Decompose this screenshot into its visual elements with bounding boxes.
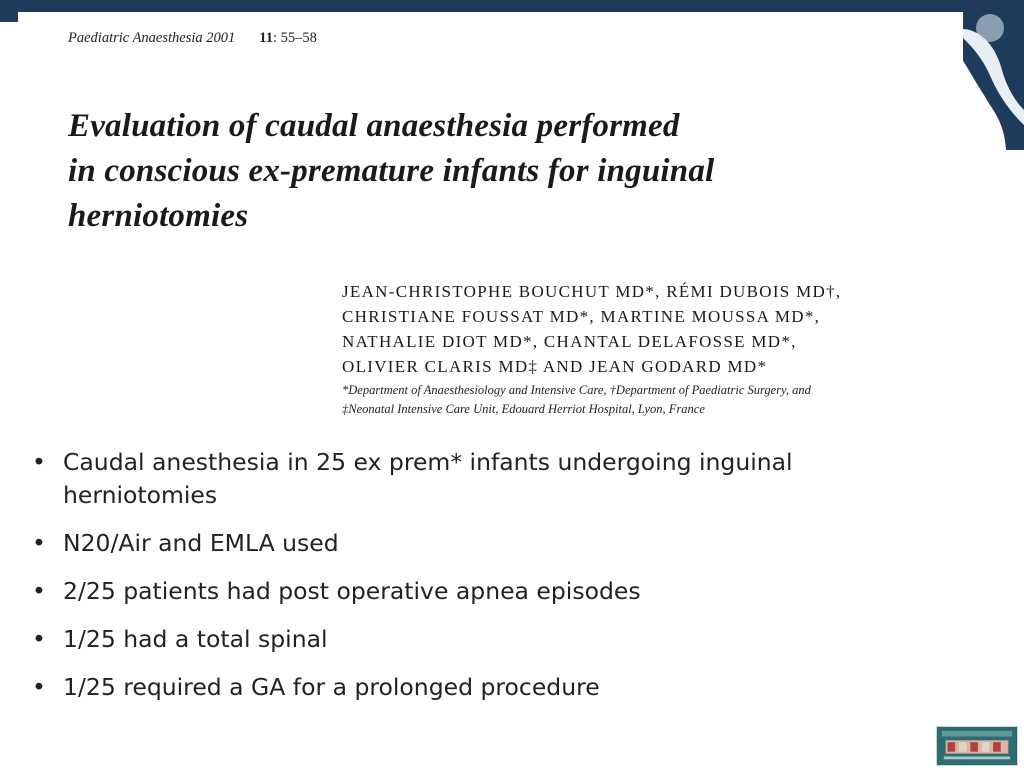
bullet-item [32, 671, 892, 704]
journal-name: Paediatric Anaesthesia 2001 [68, 30, 236, 46]
author-line: CHRISTIANE FOUSSAT MD*, MARTINE MOUSSA MD*, [342, 307, 821, 326]
title-line: herniotomies [68, 198, 249, 234]
author-line: NATHALIE DIOT MD*, CHANTAL DELAFOSSE MD*, [342, 332, 797, 351]
bullet-dot-icon: • [32, 529, 46, 557]
journal-pages: : 55–58 [272, 30, 317, 46]
bullet-text: 2/25 patients had post operative apnea episodes [63, 577, 641, 605]
affiliations [342, 381, 962, 418]
bullet-text: 1/25 had a total spinal [63, 625, 328, 653]
bullet-item [32, 575, 892, 608]
bullet-item [32, 527, 892, 560]
bullet-dot-icon: • [32, 448, 46, 476]
bullet-text: N20/Air and EMLA used [63, 529, 339, 557]
author-line: OLIVIER CLARIS MD‡ AND JEAN GODARD MD* [342, 357, 768, 376]
title-line: in conscious ex-premature infants for inguinal [68, 153, 715, 189]
journal-volume: 11 [259, 30, 273, 46]
bullet-list [32, 446, 892, 719]
bullet-text: Caudal anesthesia in 25 ex prem* infants undergoing inguinal herniotomies [63, 448, 793, 509]
affiliation-line: ‡Neonatal Intensive Care Unit, Edouard Herriot Hospital, Lyon, France [342, 401, 705, 416]
society-logo-badge [936, 726, 1018, 766]
article-title [68, 104, 908, 239]
bullet-dot-icon: • [32, 577, 46, 605]
bullet-item [32, 623, 892, 656]
bullet-dot-icon: • [32, 673, 46, 701]
author-line: JEAN-CHRISTOPHE BOUCHUT MD*, RÉMI DUBOIS MD†, [342, 282, 842, 301]
author-list [342, 279, 962, 379]
bullet-dot-icon: • [32, 625, 46, 653]
bullet-item [32, 446, 892, 512]
affiliation-line: *Department of Anaesthesiology and Intensive Care, †Department of Paediatric Surgery, and [342, 383, 811, 397]
title-line: Evaluation of caudal anaesthesia performed [68, 108, 680, 144]
journal-reference [68, 30, 317, 47]
bullet-text: 1/25 required a GA for a prolonged procedure [63, 673, 600, 701]
